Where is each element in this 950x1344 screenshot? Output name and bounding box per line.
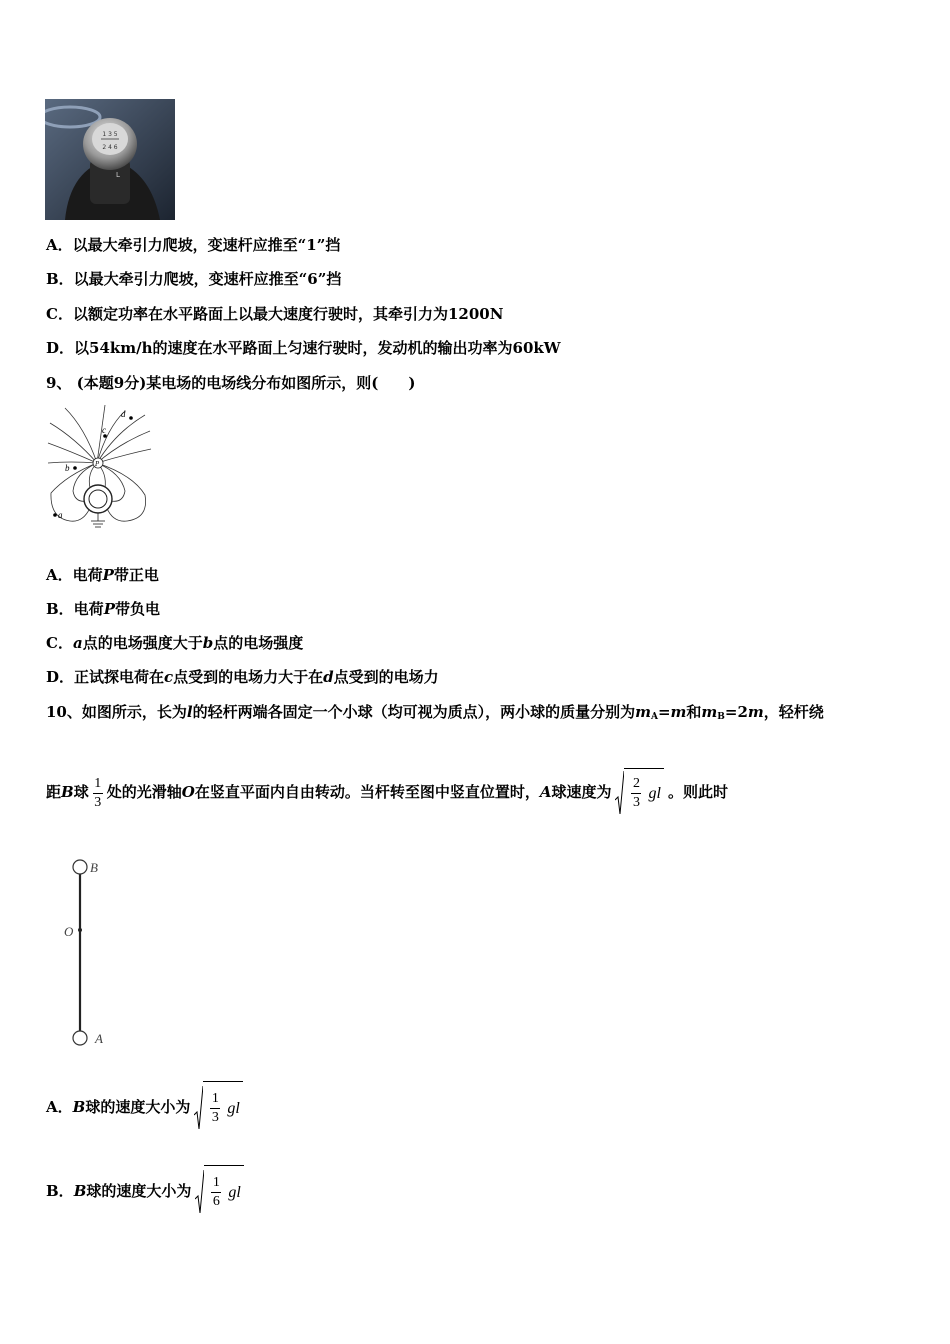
sqrt-two-thirds-gl: $\frac{2}{3}$ gl: [615, 768, 663, 819]
label-b: b: [65, 463, 70, 473]
sqrt-one-sixth-gl: $\frac{1}{6}$ gl: [195, 1165, 243, 1220]
q10-option-a: A．B球的速度大小为 $\frac{1}{3}$ gl: [46, 1080, 247, 1136]
q10-stem-line1: 10、如图所示，长为l的轻杆两端各固定一个小球（均可视为质点），两小球的质量分别为$m_A=m$和$m_B=2m$，轻杆绕: [46, 703, 824, 722]
field-lines-figure: [45, 403, 155, 533]
label-ball-b: B: [90, 860, 98, 875]
q8-option-b: B．以最大牵引力爬坡，变速杆应推至“6”挡: [46, 270, 342, 288]
pivot-o: [78, 928, 82, 932]
label-p: P: [95, 460, 100, 468]
q8-option-c: C．以额定功率在水平路面上以最大速度行驶时，其牵引力为1200N: [46, 305, 504, 323]
q9-stem: 9、 (本题9分)某电场的电场线分布如图所示，则( ): [46, 374, 416, 392]
q10-stem-line2: 距B球 $\frac{1}{3}$ 处的光滑轴O在竖直平面内自由转动。当杆转至图中竖直位置时，A球速度为 $\frac{2}{3}$ gl 。则此时: [46, 767, 728, 819]
q9-option-b: B．电荷P带负电: [46, 600, 160, 618]
gear-digits-bottom: 2 4 6: [102, 144, 118, 151]
q9-option-c: C．a点的电场强度大于b点的电场强度: [46, 634, 304, 652]
label-c: c: [102, 425, 106, 435]
gear-digits-top: 1 3 5: [102, 131, 118, 138]
label-ball-a: A: [95, 1031, 103, 1046]
fraction-one-third: $\frac{1}{3}$: [94, 775, 102, 810]
q10-option-b: B．B球的速度大小为 $\frac{1}{6}$ gl: [46, 1164, 248, 1220]
q9-option-a: A．电荷P带正电: [46, 566, 159, 584]
q8-option-d: D．以54km/h的速度在水平路面上匀速行驶时，发动机的输出功率为60kW: [46, 339, 561, 357]
conductor-inner: [89, 490, 107, 508]
gearshift-photo: [45, 99, 175, 220]
q8-option-a: A．以最大牵引力爬坡，变速杆应推至“1”挡: [46, 236, 341, 254]
sqrt-one-third-gl: $\frac{1}{3}$ gl: [194, 1081, 242, 1136]
q9-option-d: D．正试探电荷在c点受到的电场力大于在d点受到的电场力: [46, 668, 439, 686]
gear-letter: L: [116, 171, 120, 179]
label-d: d: [121, 409, 126, 419]
label-a: a: [58, 510, 63, 520]
label-pivot-o: O: [64, 924, 74, 939]
ball-b: [73, 860, 87, 874]
ball-a: [73, 1031, 87, 1045]
rod-figure: [55, 855, 115, 1050]
